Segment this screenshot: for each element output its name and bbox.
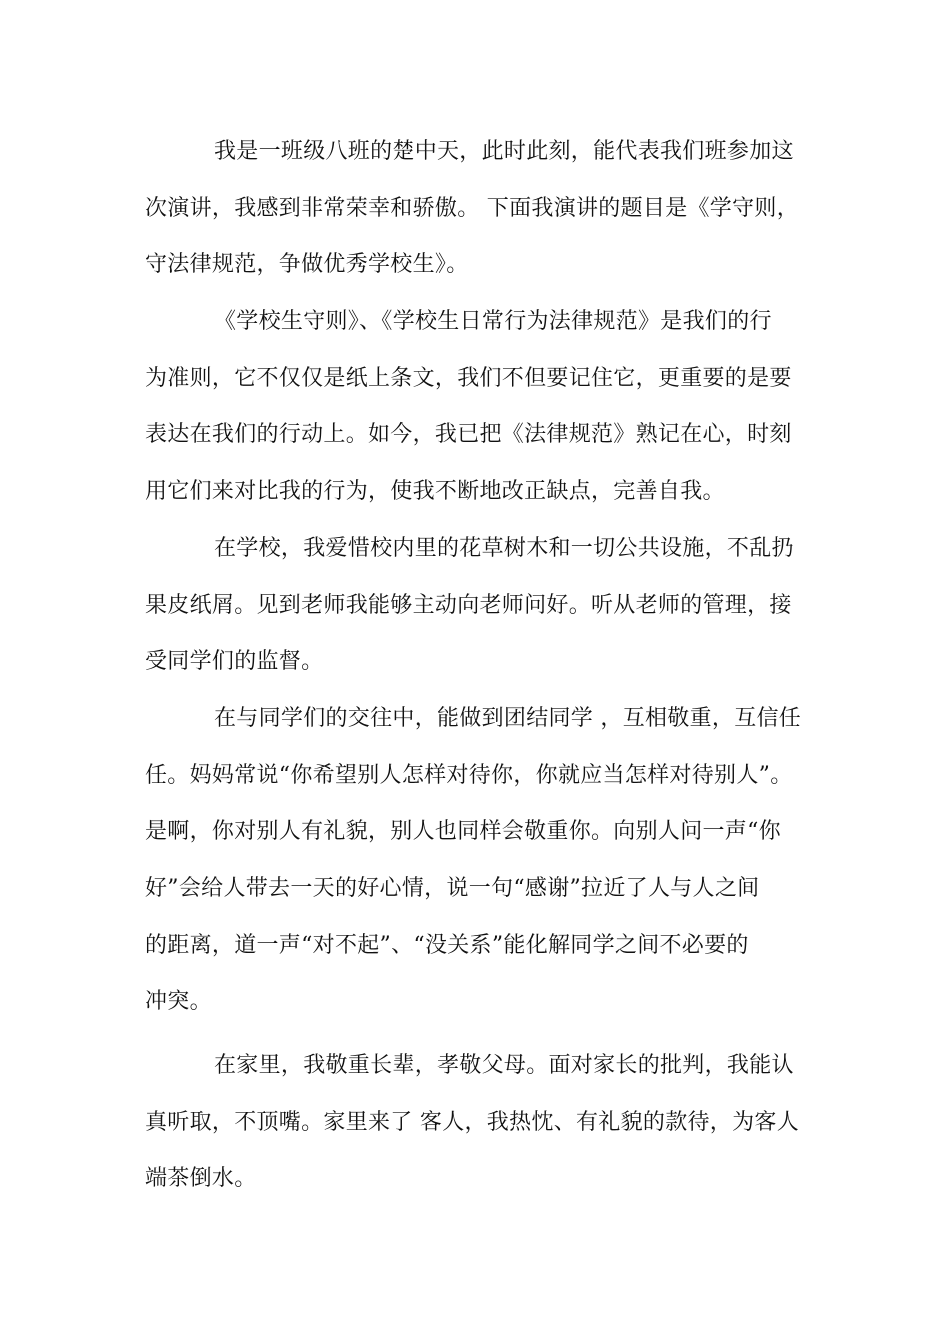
text-line: 次演讲，我感到非常荣幸和骄傲。 下面我演讲的题目是《学守则， bbox=[145, 195, 799, 221]
text-line: 的距离，道一声“对不起”、“没关系”能化解同学之间不必要的 bbox=[145, 932, 749, 958]
text-line: 冲突。 bbox=[145, 989, 212, 1015]
text-line: 好”会给人带去一天的好心情，说一句“感谢”拉近了人与人之间 bbox=[145, 876, 760, 902]
text-line: 表达在我们的行动上。如今，我已把《法律规范》熟记在心，时刻 bbox=[145, 422, 792, 448]
paragraph-5 bbox=[145, 1038, 825, 1208]
text-line: 果皮纸屑。见到老师我能够主动向老师问好。听从老师的管理，接 bbox=[145, 592, 792, 618]
paragraph-1 bbox=[145, 124, 825, 294]
text-line: 《学校生守则》、《学校生日常行为法律规范》是我们的行 bbox=[214, 309, 772, 334]
text-line: 我是一班级八班的楚中天，此时此刻，能代表我们班参加这 bbox=[214, 139, 794, 164]
text-line: 守法律规范，争做优秀学校生》。 bbox=[145, 252, 469, 278]
text-line: 任。妈妈常说“你希望别人怎样对待你，你就应当怎样对待别人”。 bbox=[145, 762, 793, 788]
text-line: 受同学们的监督。 bbox=[145, 649, 324, 675]
text-line: 用它们来对比我的行为，使我不断地改正缺点，完善自我。 bbox=[145, 479, 725, 505]
text-line: 在学校，我爱惜校内里的花草树木和一切公共设施，不乱扔 bbox=[214, 536, 794, 561]
paragraph-4 bbox=[145, 691, 825, 1031]
text-line: 是啊，你对别人有礼貌，别人也同样会敬重你。向别人问一声“你 bbox=[145, 819, 781, 845]
text-line: 为准则，它不仅仅是纸上条文，我们不但要记住它，更重要的是要 bbox=[145, 365, 792, 391]
text-line: 端茶倒水。 bbox=[145, 1166, 257, 1192]
paragraph-2 bbox=[145, 294, 825, 521]
paragraph-3 bbox=[145, 521, 825, 691]
text-line: 真听取，不顶嘴。家里来了 客人，我热忱、有礼貌的款待，为客人 bbox=[145, 1109, 799, 1135]
text-line: 在与同学们的交往中，能做到团结同学 ，互相敬重，互信任 bbox=[214, 706, 802, 731]
text-line: 在家里，我敬重长辈，孝敬父母。面对家长的批判，我能认 bbox=[214, 1053, 794, 1078]
